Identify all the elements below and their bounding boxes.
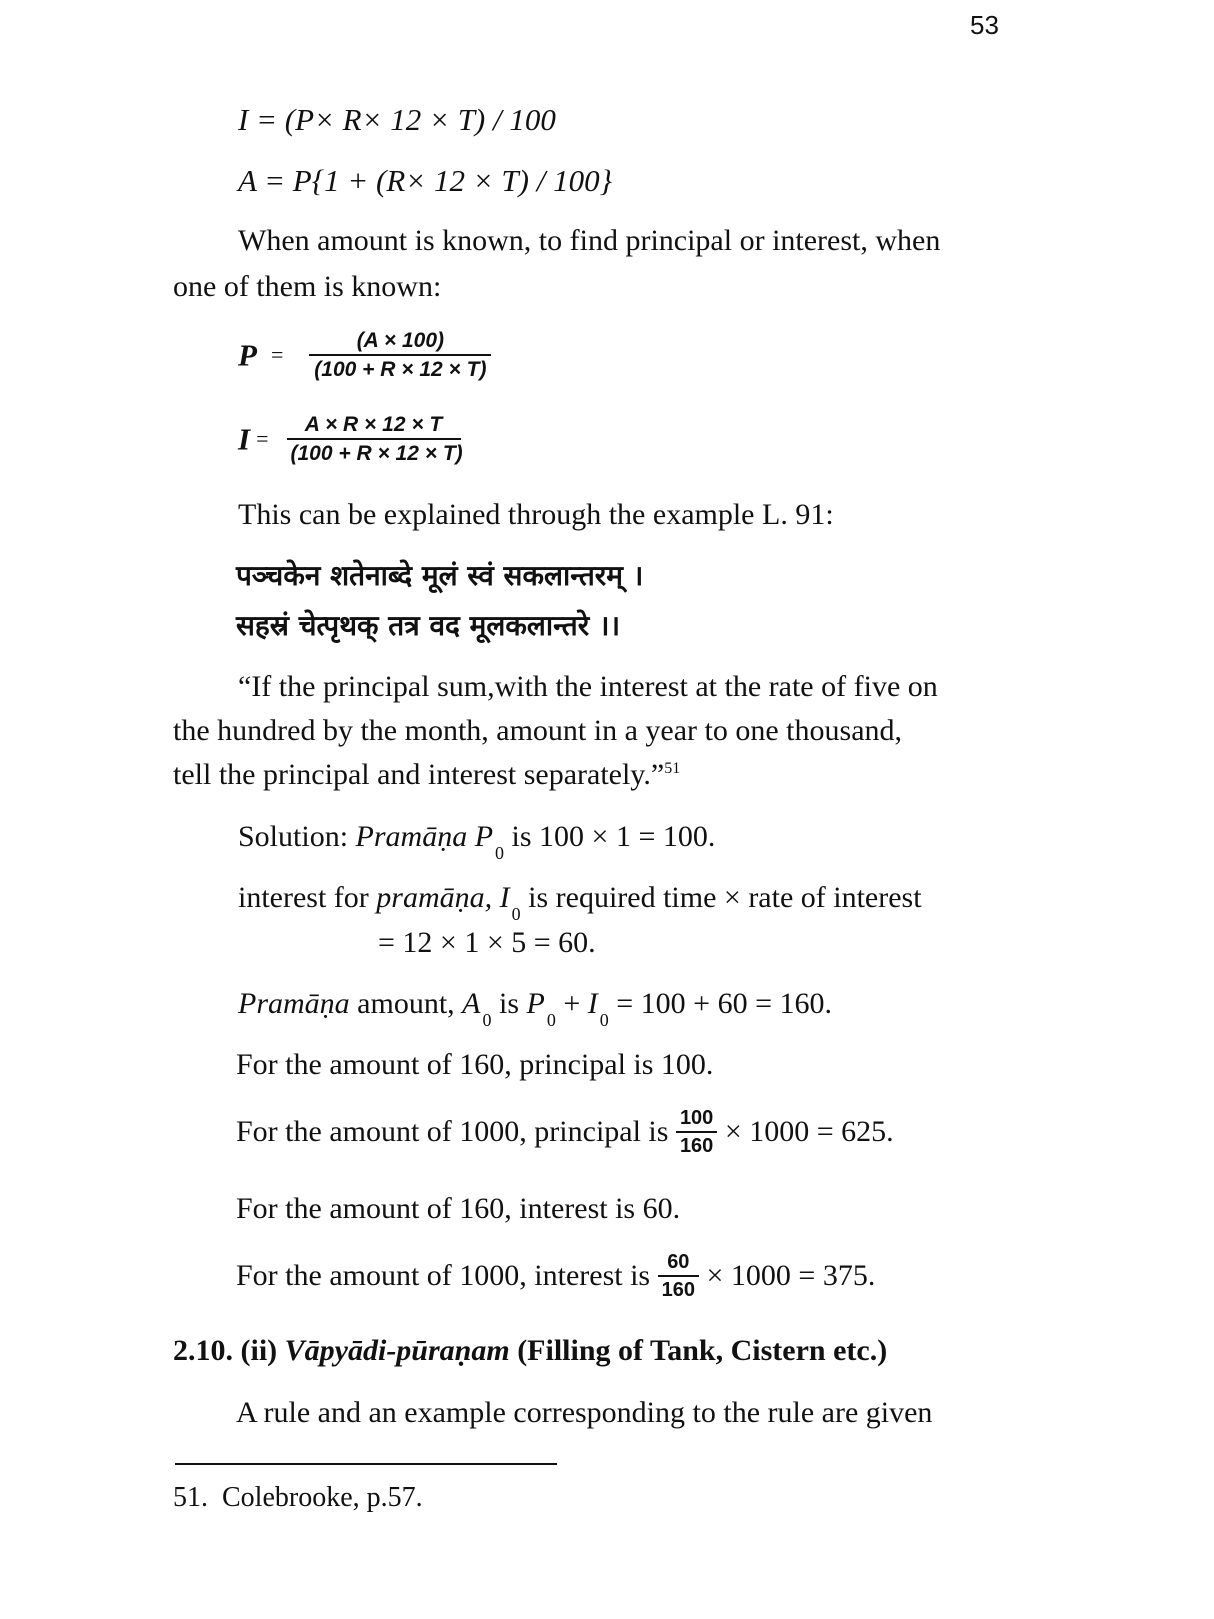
solution-line-1 [238, 820, 716, 863]
subscript-zero: 0 [546, 1010, 556, 1030]
solution-line-6 [236, 1108, 894, 1156]
solution-line-8-start: For the amount of 1000, interest is [236, 1259, 658, 1292]
sanskrit-verse-line-1: पञ्चकेन शतेनाब्दे मूलं स्वं सकलान्तरम् । [236, 559, 644, 592]
principal-fraction [309, 330, 491, 380]
solution-line-1-rest: is 100 × 1 = 100. [504, 820, 716, 853]
principal-formula [238, 330, 491, 380]
footnote: 51. Colebrooke, p.57. [173, 1482, 423, 1513]
amount-formula: A = P{1 + (R× 12 × T) / 100} [238, 163, 612, 198]
solution-line-7: For the amount of 160, interest is 60. [236, 1192, 681, 1225]
interest-numerator: A × R × 12 × T [287, 414, 461, 440]
interest-fraction-formula [238, 414, 467, 464]
fraction-denominator: 160 [679, 1135, 714, 1157]
section-heading [173, 1336, 887, 1366]
closing-line: A rule and an example corresponding to the rule are given [236, 1396, 933, 1429]
quote-line-1: “If the principal sum,with the interest at the rate of five on [238, 670, 938, 703]
solution-line-6-rest: × 1000 = 625. [717, 1115, 894, 1148]
subscript-zero: 0 [511, 904, 521, 924]
solution-line-8-rest: × 1000 = 375. [699, 1259, 876, 1292]
amount-word: amount, [349, 987, 463, 1020]
interest-denominator: (100 + R × 12 × T) [290, 442, 463, 465]
solution-line-5: For the amount of 160, principal is 100. [236, 1048, 714, 1081]
fraction-numerator: 60 [658, 1252, 699, 1277]
solution-line-8 [236, 1252, 875, 1300]
footnote-divider [175, 1463, 557, 1465]
interest-ratio-fraction [658, 1252, 699, 1300]
solution-line-2 [238, 881, 922, 924]
page-number: 53 [970, 10, 999, 40]
subscript-zero: 0 [599, 1010, 609, 1030]
interest-formula-equals: = [256, 426, 269, 451]
section-title-english: (Filling of Tank, Cistern etc.) [509, 1334, 888, 1367]
section-title-sanskrit: Vāpyādi-pūraṇam [284, 1334, 510, 1367]
pramana-amount-term: Pramāṇa [238, 987, 350, 1020]
section-number: 2.10. (ii) [173, 1334, 285, 1367]
footnote-reference: 51 [664, 760, 681, 777]
subscript-zero: 0 [482, 1010, 492, 1030]
symbol-a: A [462, 987, 481, 1020]
pramana-interest-term: pramāṇa, I [376, 881, 510, 914]
solution-line-4-rest: = 100 + 60 = 160. [608, 987, 833, 1020]
solution-line-3: = 12 × 1 × 5 = 60. [378, 926, 596, 959]
interest-formula: I = (P× R× 12 × T) / 100 [238, 102, 556, 137]
symbol-p: P [526, 987, 545, 1020]
principal-formula-lhs: P [238, 337, 257, 373]
principal-denominator: (100 + R × 12 × T) [314, 358, 487, 381]
principal-numerator: (A × 100) [309, 330, 491, 356]
fraction-numerator: 100 [676, 1108, 717, 1133]
solution-label: Solution: [238, 820, 356, 853]
solution-line-4 [238, 987, 833, 1030]
subscript-zero: 0 [495, 843, 505, 863]
solution-line-6-start: For the amount of 1000, principal is [236, 1115, 676, 1148]
intro-line-2: one of them is known: [173, 270, 442, 303]
interest-fraction [287, 414, 467, 464]
example-intro: This can be explained through the example L. 91: [238, 498, 834, 531]
solution-line-2-start: interest for [238, 881, 377, 914]
interest-formula-lhs: I [238, 421, 251, 457]
pramana-term: Pramāṇa P [355, 820, 494, 853]
sanskrit-verse-line-2: सहस्रं चेत्पृथक् तत्र वद मूलकलान्तरे ।। [236, 609, 621, 642]
is-word: is [491, 987, 527, 1020]
intro-line-1: When amount is known, to find principal or interest, when [238, 224, 941, 257]
quote-line-2: the hundred by the month, amount in a year to one thousand, [173, 714, 903, 747]
quote-line-3 [173, 760, 680, 790]
solution-line-2-rest: is required time × rate of interest [520, 881, 922, 914]
principal-ratio-fraction [676, 1108, 717, 1156]
quote-line-3-text: tell the principal and interest separately.” [173, 758, 665, 791]
plus-sign: + [555, 987, 588, 1020]
principal-formula-equals: = [270, 342, 284, 367]
fraction-denominator: 160 [661, 1279, 695, 1301]
symbol-i: I [587, 987, 598, 1020]
